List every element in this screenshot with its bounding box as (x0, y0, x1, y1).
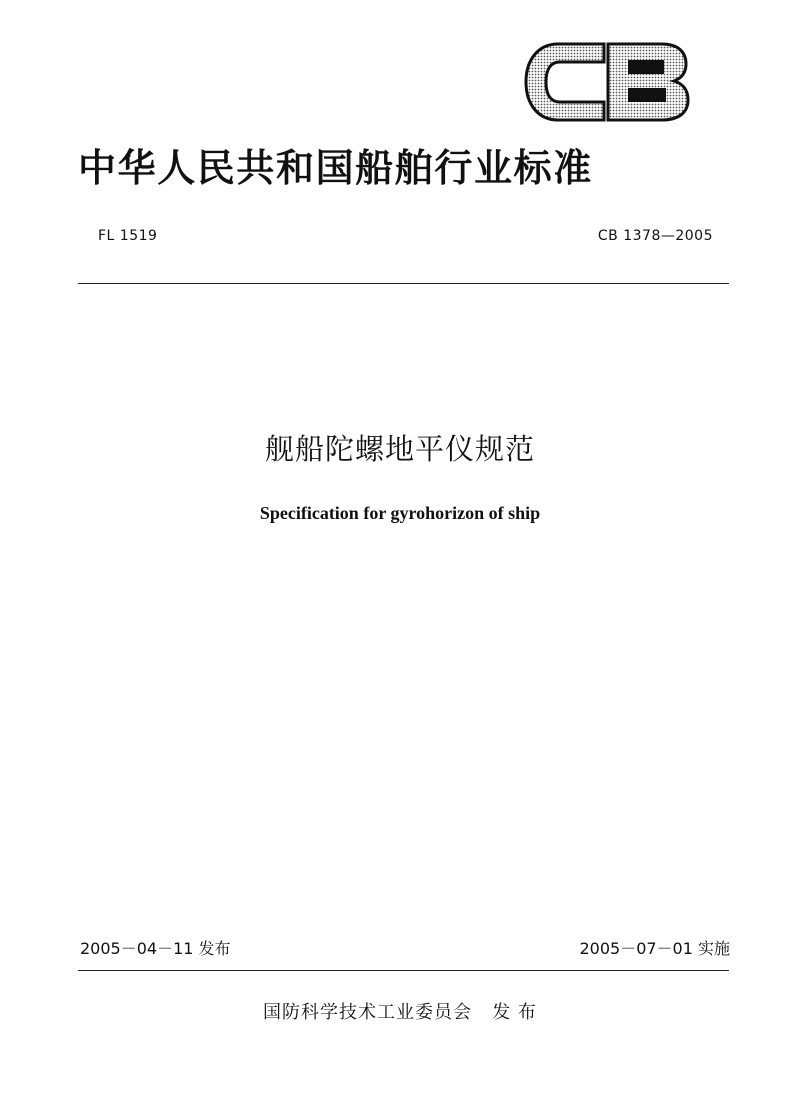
implementation-date: 2005－07－01 实施 (579, 939, 730, 958)
publisher: 国防科学技术工业委员会 发 布 (263, 1002, 537, 1023)
header-divider (78, 283, 729, 284)
document-title-chinese: 舰船陀螺地平仪规范 (264, 432, 535, 466)
issue-date: 2005－04－11 发布 (80, 939, 231, 958)
standard-number: CB 1378—2005 (597, 228, 713, 244)
classification-code: FL 1519 (98, 228, 158, 244)
footer-divider (78, 970, 729, 971)
cb-logo (522, 40, 692, 124)
document-title-english: Specification for gyrohorizon of ship (259, 503, 541, 523)
standard-category-title: 中华人民共和国船舶行业标准 (78, 146, 593, 190)
